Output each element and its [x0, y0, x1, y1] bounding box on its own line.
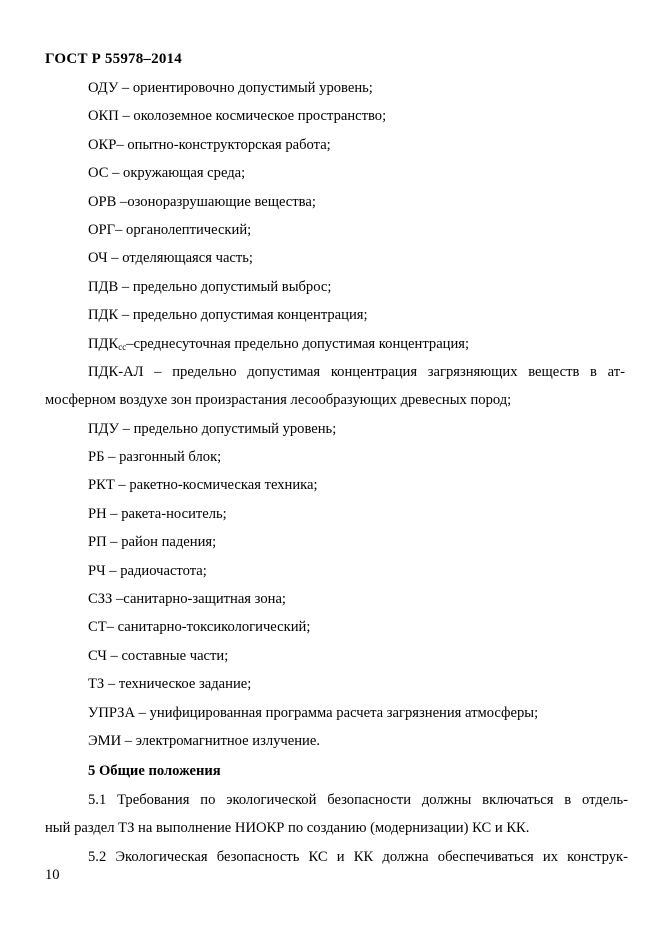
abbr-rch: РЧ – радиочастота; [88, 562, 207, 579]
abbr-pdk-ss-subscript: сс [118, 341, 127, 352]
abbr-odu: ОДУ – ориентировочно допустимый уровень; [88, 80, 373, 96]
abbr-pdk-al-line2: мосферном воздухе зон произрастания лесообразующих древесных пород; [45, 392, 512, 409]
abbr-emi: ЭМИ – электромагнитное излучение. [88, 732, 320, 749]
abbr-szz: СЗЗ –санитарно-защитная зона; [88, 591, 286, 608]
abbr-pdk-al [45, 362, 628, 419]
page-number: 10 [45, 867, 60, 883]
paragraph-5-1 [45, 786, 628, 843]
abbr-pdu: ПДУ – предельно допустимый уровень; [88, 420, 337, 437]
paragraph-5-2 [45, 843, 628, 871]
abbr-pdv: ПДВ – предельно допустимый выброс; [88, 278, 332, 295]
abbr-okr: ОКР– опытно-конструкторская работа; [88, 136, 331, 153]
abbr-och: ОЧ – отделяющаяся часть; [88, 250, 253, 267]
abbr-uprza: УПРЗА – унифицированная программа расчета загрязнения атмосферы; [88, 704, 539, 721]
abbr-rkt: РКТ – ракетно-космическая техника; [88, 477, 318, 494]
abbr-pdk-ss [88, 334, 628, 362]
abbr-os: ОС – окружающая среда; [88, 165, 246, 182]
abbr-org: ОРГ– органолептический; [88, 221, 252, 238]
abbr-sch: СЧ – составные части; [88, 647, 229, 664]
section-title: 5 Общие положения [88, 763, 221, 779]
abbr-orv: ОРВ –озоноразрушающие вещества; [88, 193, 316, 210]
paragraph-5-1-line1: 5.1 Требования по экологической безопасности должны включаться в отдель- [88, 792, 628, 808]
abbr-pdk-ss-base: ПДК [88, 335, 119, 352]
abbr-rn: РН – ракета-носитель; [88, 505, 227, 522]
abbr-pdk-al-line1: ПДК-АЛ – предельно допустимая концентрация загрязняющих веществ в ат- [88, 363, 625, 380]
abbr-tz: ТЗ – техническое задание; [88, 676, 252, 693]
abbreviation-list [45, 78, 628, 759]
abbr-okp: ОКП – околоземное космическое пространство; [88, 108, 387, 125]
abbr-pdk-ss-text: –среднесуточная предельно допустимая концентрация; [126, 335, 470, 352]
paragraph-5-1-line2: ный раздел ТЗ на выполнение НИОКР по созданию (модернизации) КС и КК. [45, 820, 530, 837]
document-header: ГОСТ Р 55978–2014 [45, 51, 182, 67]
abbr-pdk: ПДК – предельно допустимая концентрация; [88, 307, 368, 324]
paragraph-5-2-line1: 5.2 Экологическая безопасность КС и КК должна обеспечиваться их конструк- [88, 849, 628, 865]
abbr-rp: РП – район падения; [88, 534, 217, 551]
abbr-st: СТ– санитарно-токсикологический; [88, 619, 311, 636]
abbr-rb: РБ – разгонный блок; [88, 449, 222, 466]
